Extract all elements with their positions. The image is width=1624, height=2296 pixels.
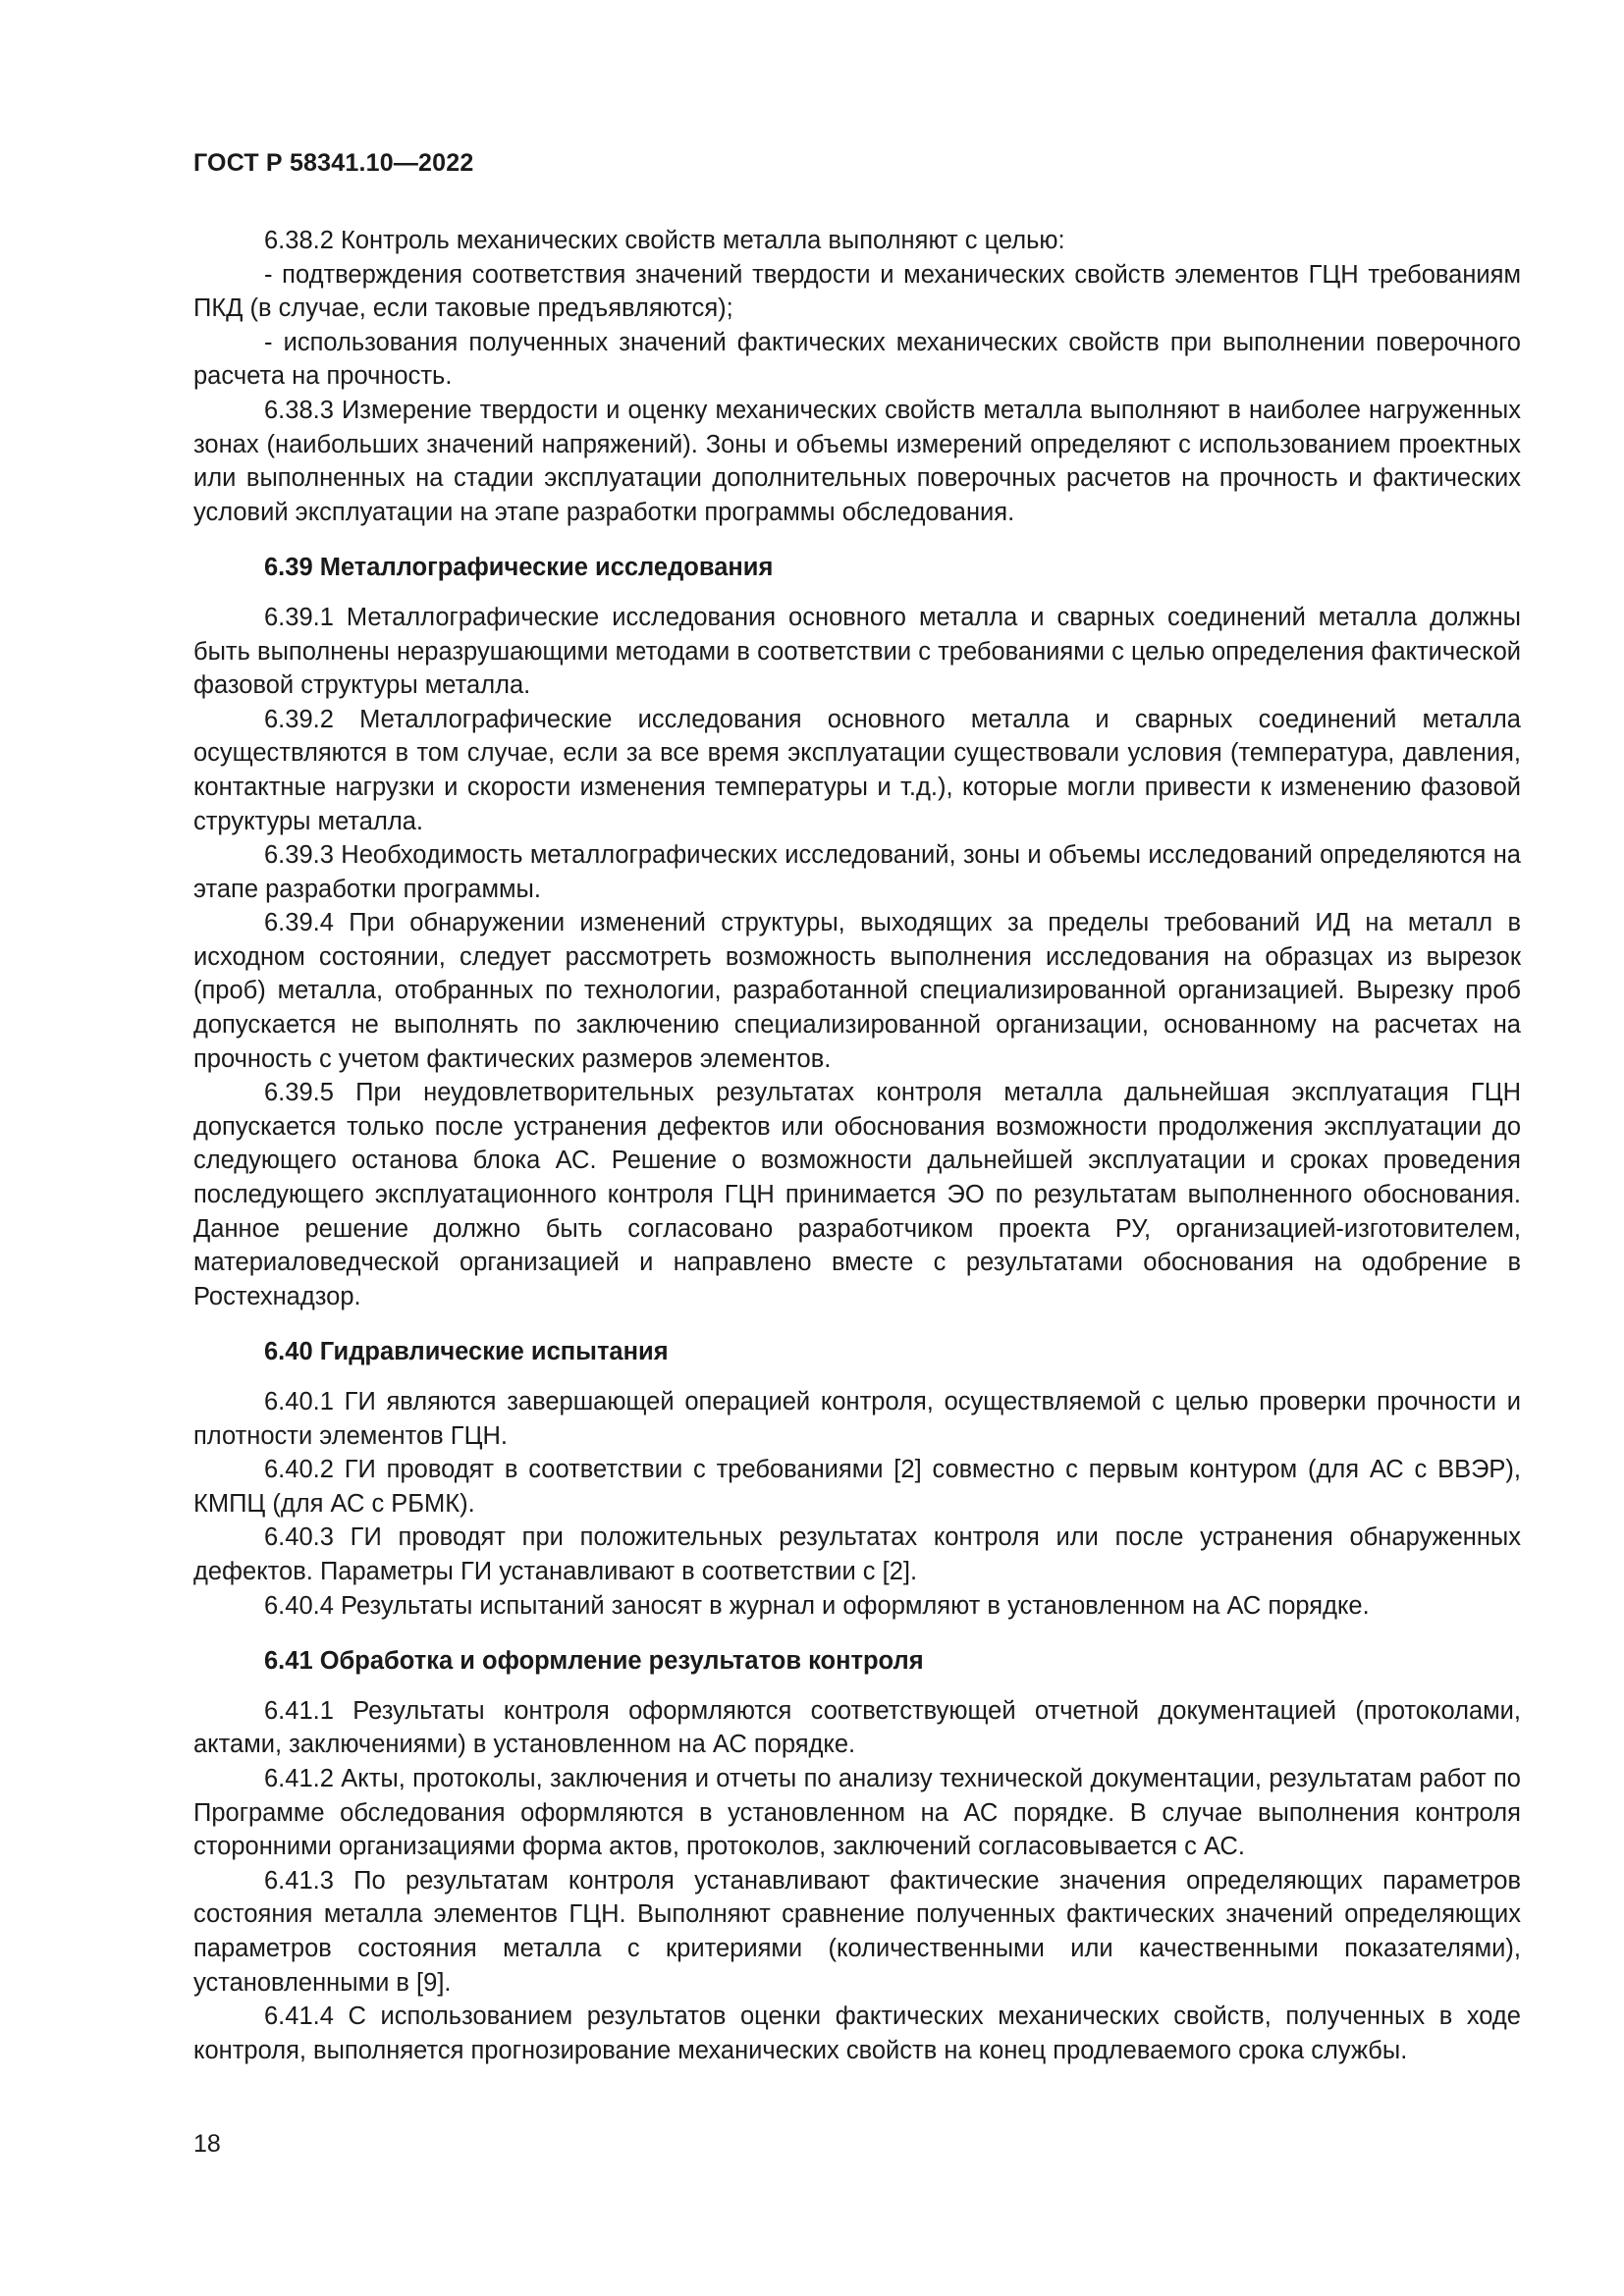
- section-heading: 6.41 Обработка и оформление результатов контроля: [264, 1647, 924, 1676]
- paragraph: 6.38.2 Контроль механических свойств металла выполняют с целью:: [264, 227, 1065, 254]
- paragraph: 6.40.1 ГИ являются завершающей операцией контроля, осуществляемой с целью проверки прочности и плотности элементов ГЦН.: [193, 1388, 1521, 1450]
- paragraph: 6.40.4 Результаты испытаний заносят в журнал и оформляют в установленном на АС порядке.: [264, 1591, 1370, 1620]
- paragraph: 6.40.2 ГИ проводят в соответствии с требованиями [2] совместно с первым контуром (для АС с ВВЭР), КМПЦ (для АС с РБМК).: [193, 1456, 1521, 1518]
- paragraph: 6.39.5 При неудовлетворительных результатах контроля металла дальнейшая эксплуатация ГЦН допускается только после устранения дефектов или обоснования возможности продолжения эксплуатации до следующего останова блока АС. Решение о возможности дальнейшей эксплуатации и сроках проведения последующего эксплуатационного контроля ГЦН принимается ЭО по результатам выполненного обоснования. Данное решение должно быть согласовано разработчиком проекта РУ, организацией-изготовителем, материаловедческой организацией и направлено вместе с результатами обоснования на одобрение в Ростехнадзор.: [193, 1079, 1521, 1310]
- paragraph: 6.41.3 По результатам контроля устанавливают фактические значения определяющих параметров состояния металла элементов ГЦН. Выполняют сравнение полученных фактических значений определяющих параметров состояния металла с критериями (количественными или качественными показателями), установленными в [9].: [193, 1866, 1521, 1997]
- paragraph: 6.41.1 Результаты контроля оформляются соответствующей отчетной документацией (протоколами, актами, заключениями) в установленном на АС порядке.: [193, 1696, 1521, 1759]
- paragraph: 6.41.4 С использованием результатов оценки фактических механических свойств, полученных в ходе контроля, выполняется прогнозирование механических свойств на конец продлеваемого срока службы.: [193, 2002, 1521, 2064]
- paragraph: 6.39.2 Металлографические исследования основного металла и сварных соединений металла осуществляются в том случае, если за все время эксплуатации существовали условия (температура, давления, контактные нагрузки и скорости изменения температуры и т.д.), которые могли привести к изменению фазовой структуры металла.: [193, 705, 1521, 835]
- paragraph: 6.39.3 Необходимость металлографических исследований, зоны и объемы исследований определяются на этапе разработки программы.: [193, 841, 1521, 903]
- section-heading: 6.40 Гидравлические испытания: [264, 1338, 669, 1366]
- section-heading: 6.39 Металлографические исследования: [264, 554, 774, 582]
- paragraph: - подтверждения соответствия значений твердости и механических свойств элементов ГЦН требованиям ПКД (в случае, если таковые предъявляются);: [193, 260, 1521, 323]
- page-number: 18: [193, 2130, 221, 2158]
- paragraph: 6.39.4 При обнаружении изменений структуры, выходящих за пределы требований ИД на металл в исходном состоянии, следует рассмотреть возможность выполнения исследования на образцах из вырезок (проб) металла, отобранных по технологии, разработанной специализированной организацией. Вырезку проб допускается не выполнять по заключению специализированной организации, основанному на расчетах на прочность с учетом фактических размеров элементов.: [193, 909, 1521, 1073]
- paragraph: 6.41.2 Акты, протоколы, заключения и отчеты по анализу технической документации, результатам работ по Программе обследования оформляются в установленном на АС порядке. В случае выполнения контроля сторонними организациями форма актов, протоколов, заключений согласовывается с АС.: [193, 1764, 1521, 1861]
- paragraph: 6.39.1 Металлографические исследования основного металла и сварных соединений металла должны быть выполнены неразрушающими методами в соответствии с требованиями с целью определения фактической фазовой структуры металла.: [193, 603, 1521, 700]
- paragraph: - использования полученных значений фактических механических свойств при выполнении поверочного расчета на прочность.: [193, 328, 1521, 391]
- document-body: [193, 224, 1521, 2067]
- document-code-header: ГОСТ Р 58341.10—2022: [193, 149, 474, 177]
- paragraph: 6.40.3 ГИ проводят при положительных результатах контроля или после устранения обнаруженных дефектов. Параметры ГИ устанавливают в соответствии с [2].: [193, 1523, 1521, 1585]
- paragraph: 6.38.3 Измерение твердости и оценку механических свойств металла выполняют в наиболее нагруженных зонах (наибольших значений напряжений). Зоны и объемы измерений определяют с использованием проектных или выполненных на стадии эксплуатации дополнительных поверочных расчетов на прочность и фактических условий эксплуатации на этапе разработки программы обследования.: [193, 396, 1521, 526]
